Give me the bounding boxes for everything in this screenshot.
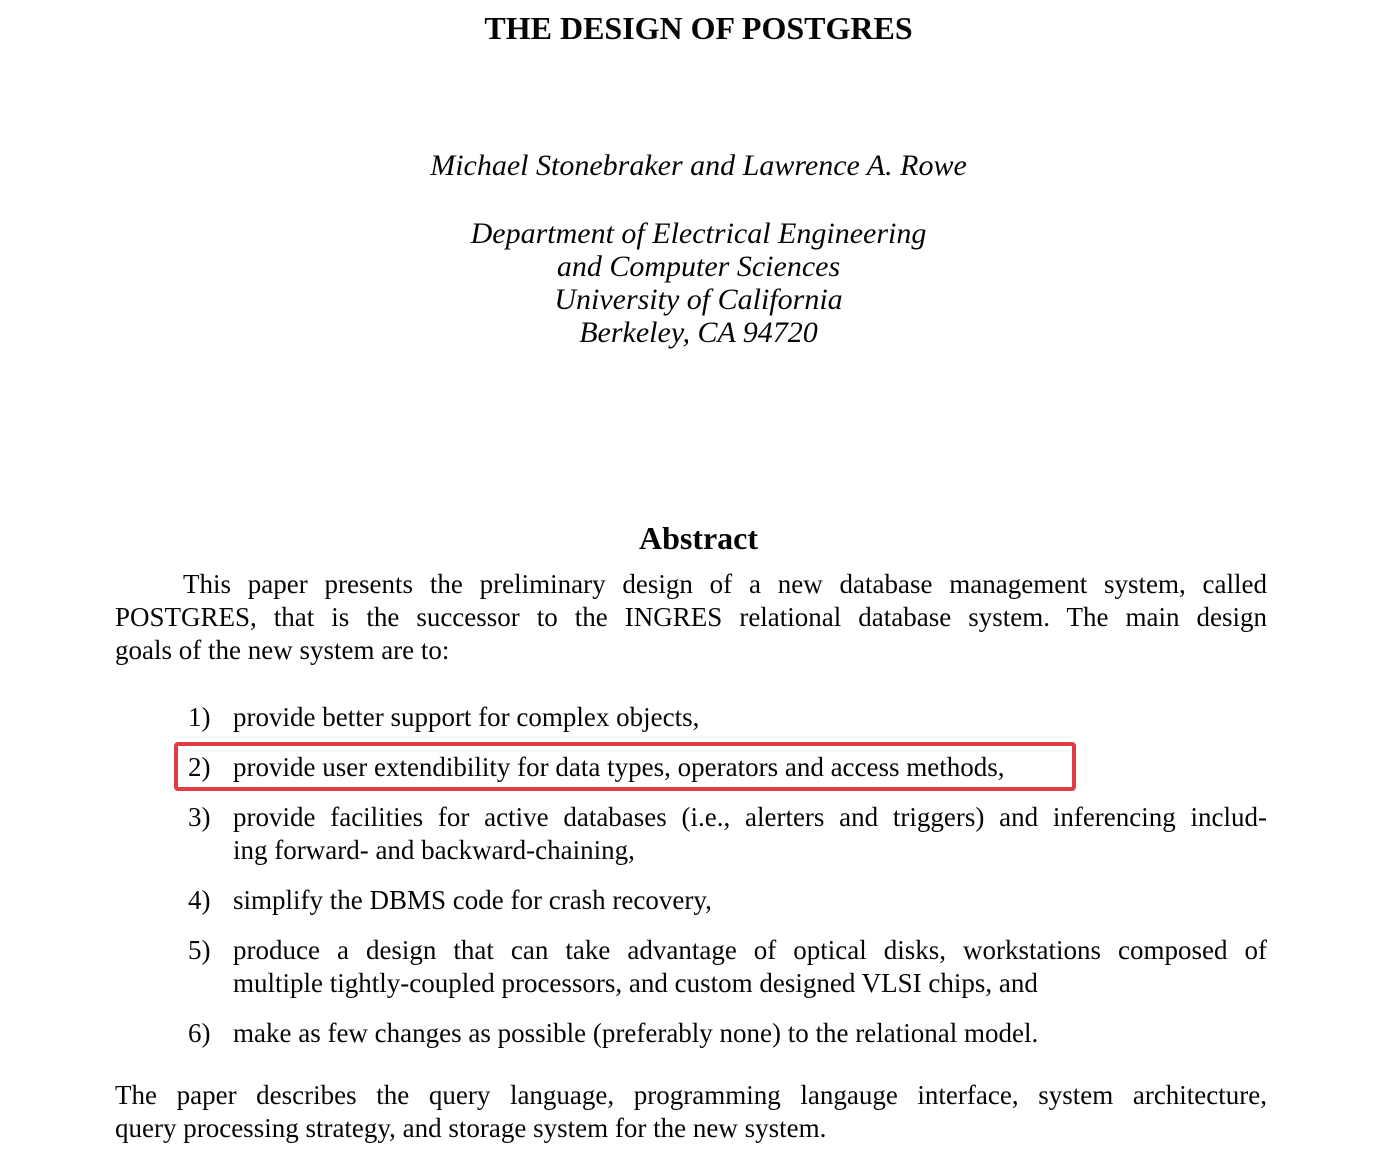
goal-text-continuation: ing forward- and backward-chaining,	[233, 835, 635, 865]
closing-line: query processing strategy, and storage system for the new system.	[115, 1113, 827, 1143]
abstract-line: This paper presents the preliminary design of a new database management system, called	[183, 569, 1267, 599]
goal-number: 2)	[188, 752, 211, 782]
closing-paragraph	[115, 1079, 1267, 1145]
goal-item-1	[188, 701, 1267, 734]
goal-item-3	[188, 801, 1267, 867]
goal-item-6	[188, 1017, 1267, 1050]
affiliation-line: Berkeley, CA 94720	[579, 316, 818, 349]
affiliation-line: and Computer Sciences	[556, 250, 841, 283]
abstract-heading: Abstract	[638, 520, 759, 556]
goal-text: make as few changes as possible (preferably none) to the relational model.	[233, 1018, 1039, 1048]
goal-number: 1)	[188, 702, 211, 732]
abstract-paragraph	[115, 568, 1267, 667]
affiliation-line: Department of Electrical Engineering	[470, 217, 927, 250]
goal-text-continuation: multiple tightly-coupled processors, and custom designed VLSI chips, and	[233, 968, 1038, 998]
abstract-line: POSTGRES, that is the successor to the INGRES relational database system. The main design	[115, 602, 1267, 632]
paper-title: THE DESIGN OF POSTGRES	[484, 10, 913, 46]
goal-text: provide better support for complex objects,	[233, 702, 700, 732]
goal-item-4	[188, 884, 1267, 917]
affiliation-line: University of California	[554, 283, 843, 316]
goal-number: 6)	[188, 1018, 211, 1048]
goal-text: produce a design that can take advantage of optical disks, workstations composed of	[233, 935, 1267, 965]
affiliation-block	[0, 217, 1397, 349]
goal-text: simplify the DBMS code for crash recovery,	[233, 885, 712, 915]
closing-line: The paper describes the query language, programming langauge interface, system architecture,	[115, 1080, 1267, 1110]
goal-number: 4)	[188, 885, 211, 915]
authors-line: Michael Stonebraker and Lawrence A. Rowe	[430, 149, 967, 182]
goal-number: 3)	[188, 802, 211, 832]
goal-item-2-highlighted	[188, 751, 1267, 784]
goal-text: provide facilities for active databases (i.e., alerters and triggers) and inferencing includ-	[233, 802, 1267, 832]
abstract-line: goals of the new system are to:	[115, 635, 450, 665]
goal-number: 5)	[188, 935, 211, 965]
goal-text: provide user extendibility for data types, operators and access methods,	[233, 752, 1005, 782]
goal-item-5	[188, 934, 1267, 1000]
